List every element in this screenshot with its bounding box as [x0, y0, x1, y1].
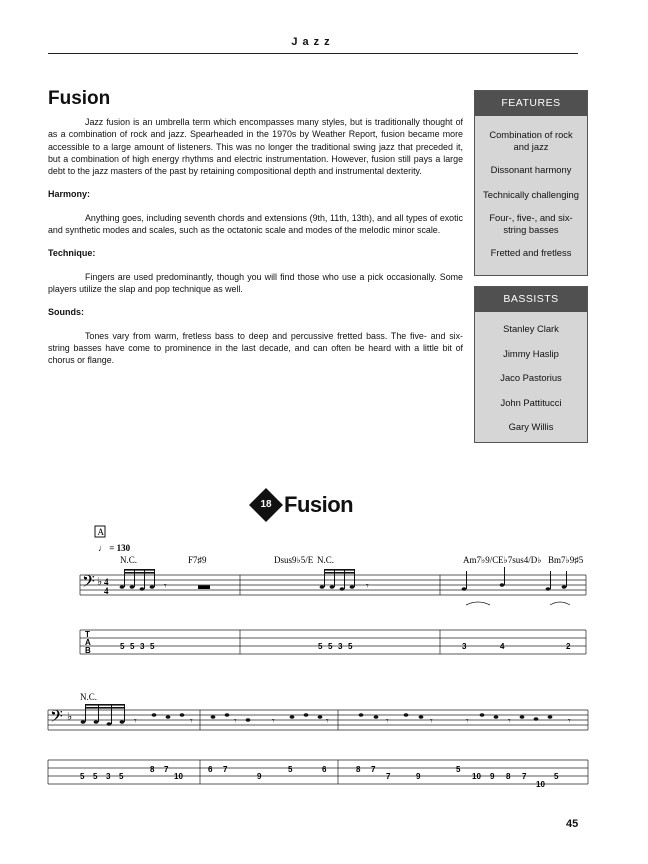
time-signature: 4	[104, 577, 109, 587]
bassist-item: Gary Willis	[508, 421, 554, 432]
piece-title	[252, 490, 353, 520]
tab-number: 10	[174, 772, 183, 781]
tab-number: 5	[456, 765, 461, 774]
section-title: Fusion	[48, 88, 111, 109]
tab-number: 5	[554, 772, 559, 781]
tab-number: 10	[472, 772, 481, 781]
feature-item: Dissonant harmony	[490, 164, 572, 175]
technique-heading: Technique:	[48, 248, 96, 259]
chord-symbol: Dsus9♭5/E	[274, 555, 314, 565]
bass-staff	[80, 575, 586, 595]
chord-symbol: E♭7sus4/D♭	[498, 555, 542, 565]
tab-number: 3	[338, 642, 343, 651]
intro-paragraph: Jazz fusion is an umbrella term which encompasses many styles, but is traditionally thought of as a combination of rock and jazz. Spearheaded in the 1970s by Weather Report, fusion became more accessible to a large amount of listeners. This was no longer the traditional swing jazz that preceded it, but a combination of high energy rhythms and electric instrumentation. However, fusion still pays a large debt to the jazz masters of the past by retaining compositional depth and instrumental dexterity.	[48, 117, 463, 177]
tab-number: 5	[328, 642, 333, 651]
flat-icon: ♭	[67, 711, 73, 723]
flat-icon: ♭	[97, 576, 103, 588]
svg-text:𝄾: 𝄾	[134, 716, 137, 727]
tab-number: 7	[371, 765, 376, 774]
tab-number: 7	[522, 772, 527, 781]
bassist-item: John Pattitucci	[500, 396, 562, 408]
svg-text:𝄾: 𝄾	[272, 716, 275, 727]
feature-item: Four-, five-, and six-string basses	[489, 212, 573, 235]
time-signature: 4	[104, 586, 109, 596]
tab-number: 10	[536, 780, 545, 789]
svg-text:𝄾: 𝄾	[466, 716, 469, 727]
svg-text:𝄾: 𝄾	[386, 716, 389, 727]
features-heading: FEATURES	[475, 91, 587, 116]
harmony-heading: Harmony:	[48, 189, 91, 200]
bass-clef-icon: 𝄢	[50, 708, 63, 730]
tab-number: 9	[416, 772, 421, 781]
tab-number: 6	[322, 765, 327, 774]
tab-number: 5	[348, 642, 353, 651]
tie	[466, 602, 490, 605]
tab-number: 9	[490, 772, 495, 781]
sounds-heading: Sounds:	[48, 307, 84, 318]
article-body	[48, 116, 463, 366]
chord-symbol: F7♯9	[188, 555, 207, 565]
tempo-marking: ♩ = 130	[98, 543, 131, 553]
bassist-item: Jaco Pastorius	[500, 372, 562, 383]
tab-number: 6	[208, 765, 213, 774]
tab-number: 5	[119, 772, 124, 781]
score-system-1	[78, 525, 590, 660]
tab-number: 5	[93, 772, 98, 781]
tab-number: 5	[120, 642, 125, 651]
svg-text:𝄾: 𝄾	[568, 716, 571, 727]
half-rest-icon: ▬	[198, 578, 210, 592]
chord-symbol: N.C.	[80, 692, 98, 702]
bass-staff	[48, 710, 588, 730]
tab-label: B	[85, 646, 91, 655]
tab-number: 5	[318, 642, 323, 651]
tie	[550, 602, 570, 605]
track-number: 18	[260, 499, 272, 510]
bassist-item: Stanley Clark	[503, 323, 559, 334]
page-number: 45	[566, 818, 579, 830]
tab-number: 9	[257, 772, 262, 781]
header-rule	[48, 53, 578, 54]
tab-number: 4	[500, 642, 505, 651]
bass-clef-icon: 𝄢	[82, 573, 95, 595]
tab-number: 8	[356, 765, 361, 774]
rest-icon: 𝄾	[366, 581, 369, 592]
tab-number: 5	[150, 642, 155, 651]
feature-item: Technically challenging	[483, 188, 579, 200]
sounds-paragraph: Tones vary from warm, fretless bass to deep and percussive fretted bass. The five- and six-string basses have come to prominence in the last decade, and can often be heard with a little bit of chorus or flange.	[48, 330, 463, 366]
score-system-2	[46, 688, 592, 800]
features-box	[474, 90, 588, 276]
chord-symbol: Bm7♭9♯5	[548, 555, 584, 565]
bassists-heading: BASSISTS	[475, 287, 587, 312]
feature-item: Fretted and fretless	[490, 247, 572, 258]
track-number-badge	[249, 488, 283, 522]
chord-symbol: N.C.	[317, 555, 335, 565]
tab-label: A	[85, 638, 91, 647]
tab-number: 5	[130, 642, 135, 651]
tab-number: 3	[140, 642, 145, 651]
tab-number: 7	[223, 765, 228, 774]
tab-number: 5	[288, 765, 293, 774]
bassists-box	[474, 286, 588, 443]
technique-paragraph: Fingers are used predominantly, though you will find those who use a pick occasionally. Some players utilize the slap and pop technique as well.	[48, 271, 463, 294]
tab-number: 3	[462, 642, 467, 651]
tab-number: 7	[164, 765, 169, 774]
svg-text:𝄾: 𝄾	[430, 716, 433, 727]
tab-label: T	[85, 630, 90, 639]
svg-text:𝄾: 𝄾	[190, 716, 193, 727]
chord-symbol: N.C.	[120, 555, 138, 565]
tab-number: 2	[566, 642, 571, 651]
bassist-item: Jimmy Haslip	[503, 347, 559, 359]
tab-number: 3	[106, 772, 111, 781]
tab-number: 7	[386, 772, 391, 781]
tab-staff	[80, 630, 586, 654]
svg-text:𝄾: 𝄾	[234, 716, 237, 727]
tab-number: 5	[80, 772, 85, 781]
rehearsal-mark: A	[97, 527, 104, 537]
feature-item: Combination of rock and jazz	[489, 129, 573, 152]
harmony-paragraph: Anything goes, including seventh chords and extensions (9th, 11th, 13th), and all types of exotic and synthetic modes and scales, such as the octatonic scale and modes of the melodic minor scale.	[48, 212, 463, 236]
svg-text:𝄾: 𝄾	[508, 716, 511, 727]
tab-number: 8	[506, 772, 511, 781]
tab-number: 8	[150, 765, 155, 774]
rest-icon: 𝄾	[164, 581, 167, 592]
svg-text:𝄾: 𝄾	[326, 716, 329, 727]
notes-bar-3	[462, 567, 567, 591]
piece-name: Fusion	[284, 492, 354, 517]
chord-symbol: Am7♭9/C	[463, 555, 499, 565]
running-header: Jazz	[291, 36, 335, 48]
